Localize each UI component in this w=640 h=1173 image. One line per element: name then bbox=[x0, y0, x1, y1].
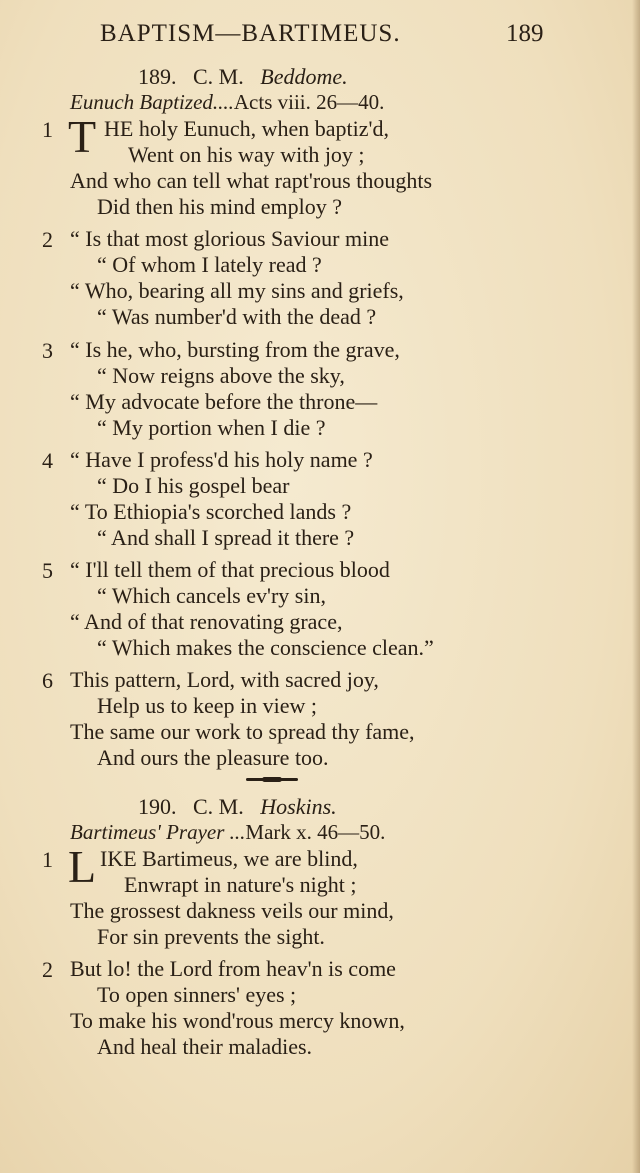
verse-line: “ To Ethiopia's scorched lands ? bbox=[70, 499, 352, 524]
verse-line: This pattern, Lord, with sacred joy, bbox=[70, 667, 379, 692]
hymn-number: 190. bbox=[138, 794, 177, 819]
verse-line: “ I'll tell them of that precious blood bbox=[70, 557, 390, 582]
verse-line: The same our work to spread thy fame, bbox=[70, 719, 415, 744]
verse-line: Enwrapt in nature's night ; bbox=[124, 872, 357, 897]
verse-line: IKE Bartimeus, we are blind, bbox=[100, 846, 358, 871]
verse-line: Went on his way with joy ; bbox=[128, 142, 365, 167]
stanza-number: 3 bbox=[42, 338, 53, 363]
verse-line: “ Which makes the conscience clean.” bbox=[97, 635, 434, 660]
verse-line: HE holy Eunuch, when baptiz'd, bbox=[104, 116, 390, 141]
stanza-number: 5 bbox=[42, 558, 53, 583]
hymn-subtitle bbox=[70, 90, 384, 115]
hymn-reference: Mark x. 46—50. bbox=[245, 820, 386, 844]
verse-line: “ Is he, who, bursting from the grave, bbox=[70, 337, 400, 362]
verse-line: “ And shall I spread it there ? bbox=[97, 525, 355, 550]
verse-line: To make his wond'rous mercy known, bbox=[70, 1008, 405, 1033]
verse-line: “ My portion when I die ? bbox=[97, 415, 326, 440]
verse-line: The grossest dakness veils our mind, bbox=[70, 898, 394, 923]
stanza-number: 1 bbox=[42, 847, 53, 872]
hymn-author: Beddome. bbox=[260, 64, 348, 89]
drop-cap: T bbox=[68, 111, 97, 162]
hymn-header bbox=[138, 794, 337, 820]
verse-line: “ And of that renovating grace, bbox=[70, 609, 343, 634]
verse-line: And ours the pleasure too. bbox=[97, 745, 329, 770]
verse-line: To open sinners' eyes ; bbox=[97, 982, 297, 1007]
stanza-number: 2 bbox=[42, 227, 53, 252]
page-edge-shadow bbox=[632, 0, 640, 1173]
verse-line: “ Have I profess'd his holy name ? bbox=[70, 447, 373, 472]
verse-line: Did then his mind employ ? bbox=[97, 194, 343, 219]
verse-line: “ Now reigns above the sky, bbox=[97, 363, 345, 388]
verse-line: “ Of whom I lately read ? bbox=[97, 252, 322, 277]
hymn-subtitle bbox=[70, 820, 385, 845]
hymn-reference: Acts viii. 26—40. bbox=[233, 90, 385, 114]
hymn-number: 189. bbox=[138, 64, 177, 89]
stanza-number: 1 bbox=[42, 117, 53, 142]
verse-line: And heal their maladies. bbox=[97, 1034, 313, 1059]
verse-line: For sin prevents the sight. bbox=[97, 924, 325, 949]
verse-line: “ Was number'd with the dead ? bbox=[97, 304, 377, 329]
verse-line: “ Do I his gospel bear bbox=[97, 473, 290, 498]
verse-line: “ My advocate before the throne— bbox=[70, 389, 378, 414]
section-divider-ornament bbox=[246, 778, 298, 781]
page-number: 189 bbox=[506, 20, 544, 47]
verse-line: But lo! the Lord from heav'n is come bbox=[70, 956, 396, 981]
verse-line: “ Is that most glorious Saviour mine bbox=[70, 226, 389, 251]
verse-line: “ Who, bearing all my sins and griefs, bbox=[70, 278, 404, 303]
hymn-header bbox=[138, 64, 348, 90]
running-head: BAPTISM—BARTIMEUS. bbox=[100, 20, 401, 47]
hymn-author: Hoskins. bbox=[260, 794, 337, 819]
stanza-number: 4 bbox=[42, 448, 53, 473]
stanza-number: 2 bbox=[42, 957, 53, 982]
verse-line: “ Which cancels ev'ry sin, bbox=[97, 583, 326, 608]
stanza-number: 6 bbox=[42, 668, 53, 693]
hymn-subject: Eunuch Baptized.... bbox=[70, 90, 234, 114]
verse-line: Help us to keep in view ; bbox=[97, 693, 317, 718]
hymn-meter: C. M. bbox=[193, 64, 244, 89]
verse-line: And who can tell what rapt'rous thoughts bbox=[70, 168, 433, 193]
hymn-meter: C. M. bbox=[193, 794, 244, 819]
drop-cap: L bbox=[68, 841, 97, 892]
hymn-subject: Bartimeus' Prayer ... bbox=[70, 820, 246, 844]
